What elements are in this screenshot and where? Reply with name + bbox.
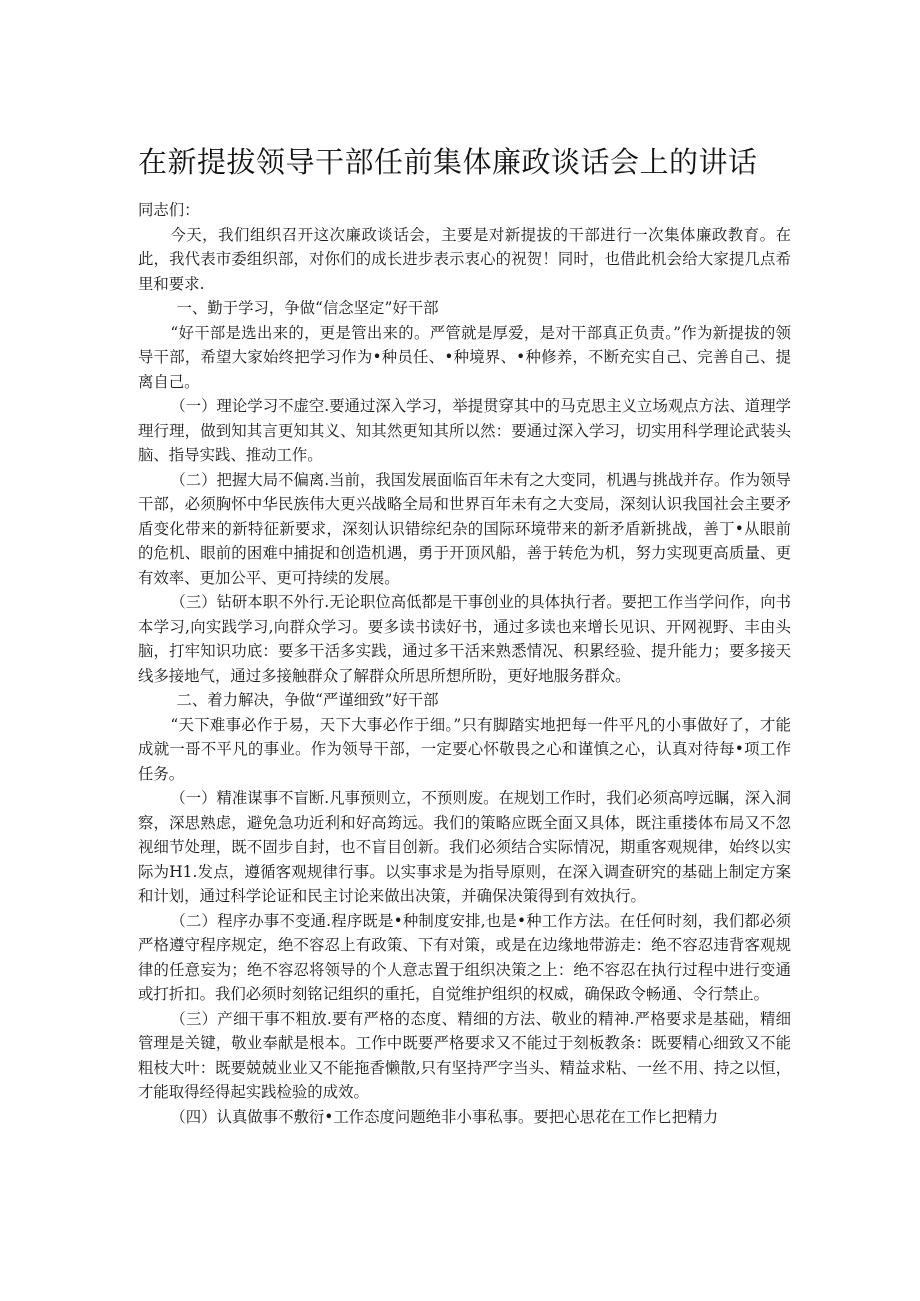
paragraph: （一）精准谋事不盲断.凡事预则立，不预则废。在规划工作时，我们必须高哼远瞩，深入洞察，深思熟虑，避免急功近利和好高筠远。我们的策略应既全面又具体，既注重搂体布局又不忽视细节处理，既不固步自封，也不盲目创新。我们必须结合实际情况，期重客观规律，始终以实际为H1.发点，遵循客观规律行事。以实事求是为指导原则，在深入调查研究的基础上制定方案和计划，通过科学论证和民主讨论来做出决策，并确保决策得到有效执行。 [138,789,791,905]
paragraph-intro: 今天，我们组织召开这次廉政谈话会，主要是对新提拔的干部进行一次集体廉政教育。在此，我代表市委组织部，对你们的成长进步表示衷心的祝贺！同时，也借此机会给大家提几点希里和要求. [138,225,791,293]
document-body [138,198,791,1129]
paragraph: “好干部是选出来的，更是管出来的。严管就是厚爱，是对干部真正负责。”作为新提拔的领导干部，希望大家始终把学习作为•种员任、•种境界、•种修养，不断充实自己、完善自己、提离自己。 [138,323,791,391]
section-heading-1: 一、勤于学习，争做“信念坚定”好干部 [176,299,439,317]
paragraph: （二）程序办事不变通.程序既是•种制度安排,也是•种工作方法。在任何时刻，我们都必须严格遵守程序规定，绝不容忍上有政策、下有对策，或是在边缘地带游走：绝不容忍违背客观规律的任意妄为；绝不容忍将领导的个人意志置于组织决策之上：绝不容忍在执行过程中进行变通或打折扣。我们必须时刻铭记组织的重托，自觉维护组织的权威，确保政令畅通、令行禁止。 [138,911,791,1003]
paragraph: （三）产细干事不粗放.要有严格的态度、精细的方法、敬业的精神.严格要求是基础，精细管理是关键，敬业奉献是根本。工作中既要严格要求又不能过于刻板教条：既要精心细致又不能粗枝大叶：既要兢兢业业又不能拖香懒散,只有坚持严字当头、精益求粘、一丝不用、持之以恒，才能取得经得起实践检验的成效。 [138,1009,791,1101]
document-title: 在新提拔领导干部任前集体廉政谈话会上的讲话 [138,145,758,179]
paragraph: （三）钻研本职不外行.无论职位高低都是干事创业的具体执行者。要把工作当学问作，向书本学习,向实践学习,向群众学习。要多读书读好书，通过多读也来增长见识、开网视野、丰由头脑，打牢知识功底：要多干活多实践，通过多干活来熟悉情况、积累经验、提升能力；要多接天线多接地气，通过多接触群众了解群众所思所想所盼，更好地服务群众。 [138,593,791,685]
section-heading-2: 二、着力解决，争做“严谨细致”好干部 [176,691,439,709]
paragraph: （四）认真做事不敷衍•工作态度问题绝非小事私事。要把心思花在工作匕把精力 [170,1107,719,1126]
paragraph: （一）理论学习不虚空.要通过深入学习，举提贯穿其中的马克思主义立场观点方法、道理学理行理，做到知其言更知其义、知其然更知其所以然：要通过深入学习，切实用科学理论武装头脑、指导实践、推动工作。 [138,397,791,464]
salutation: 同志们： [138,201,200,219]
paragraph: “天下难事必作于易，天下大事必作于细。”只有脚踏实地把每一件平凡的小事做好了，才能成就一哥不平凡的事业。作为领导干部，一定要心怀敬畏之心和谨慎之心，认真对待每•项工作任务。 [138,715,791,783]
paragraph: （二）把握大局不偏离.当前，我国发展面临百年未有之大变同，机遇与挑战并存。作为领导干部，必须胸怀中华民族伟大更兴战略全局和世界百年未有之大变局，深刻认识我国社会主要矛盾变化带来的新特征新要求，深刻认识错综纪杂的国际环境带来的新矛盾新挑战，善丁•从眼前的危机、眼前的困难中捕捉和创造机遇，勇于开顶风船，善于转危为机，努力实现更高质量、更有效率、更加公平、更可持续的发展。 [138,470,791,587]
